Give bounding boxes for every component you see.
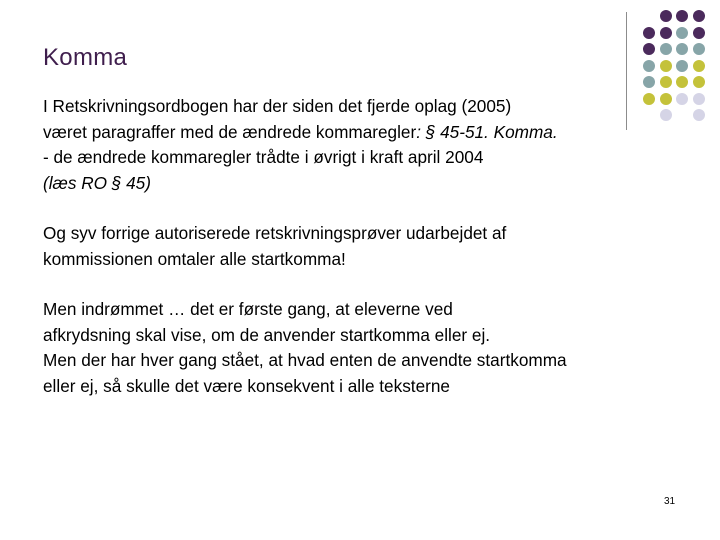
body-line: eller ej, så skulle det være konsekvent i alle teksterne bbox=[43, 375, 450, 396]
body-line: Men indrømmet … det er første gang, at eleverne ved bbox=[43, 299, 453, 319]
decorative-dot bbox=[693, 60, 705, 72]
decorative-dot bbox=[676, 10, 688, 22]
decorative-dot bbox=[693, 93, 705, 105]
reference-note: (læs RO § 45) bbox=[43, 172, 151, 193]
decorative-dot bbox=[643, 27, 655, 39]
decorative-dot bbox=[693, 10, 705, 22]
decorative-dot bbox=[660, 60, 672, 72]
decorative-dot bbox=[660, 76, 672, 88]
decorative-dot bbox=[660, 43, 672, 55]
decorative-dot bbox=[643, 60, 655, 72]
decorative-dot bbox=[693, 43, 705, 55]
body-line: I Retskrivningsordbogen har der siden det fjerde oplag (2005) bbox=[43, 96, 512, 116]
decorative-dot bbox=[676, 43, 688, 55]
decorative-dot bbox=[660, 27, 672, 39]
decorative-dot bbox=[676, 76, 688, 88]
decorative-dot bbox=[693, 27, 705, 39]
decorative-dot bbox=[643, 76, 655, 88]
decorative-dot bbox=[660, 10, 672, 22]
body-line: Og syv forrige autoriserede retskrivningsprøver udarbejdet af bbox=[43, 223, 507, 243]
body-line: været paragraffer med de ændrede kommaregler: § 45-51. Komma. bbox=[43, 121, 558, 142]
reference-text: : § 45-51. Komma. bbox=[416, 121, 558, 142]
body-line: afkrydsning skal vise, om de anvender startkomma eller ej. bbox=[43, 324, 491, 345]
page-number: 31 bbox=[664, 496, 676, 507]
decorative-dot bbox=[676, 27, 688, 39]
slide-body bbox=[43, 94, 683, 399]
body-line: - de ændrede kommaregler trådte i øvrigt i kraft april 2004 bbox=[43, 147, 484, 167]
decorative-dot bbox=[676, 60, 688, 72]
body-line: Men der har hver gang stået, at hvad enten de anvendte startkomma bbox=[43, 350, 567, 370]
body-line bbox=[43, 171, 683, 197]
slide-title: Komma bbox=[43, 44, 128, 71]
decorative-dot bbox=[693, 76, 705, 88]
body-line: kommissionen omtaler alle startkomma! bbox=[43, 248, 346, 269]
decorative-dot bbox=[643, 43, 655, 55]
decorative-dot bbox=[693, 109, 705, 121]
